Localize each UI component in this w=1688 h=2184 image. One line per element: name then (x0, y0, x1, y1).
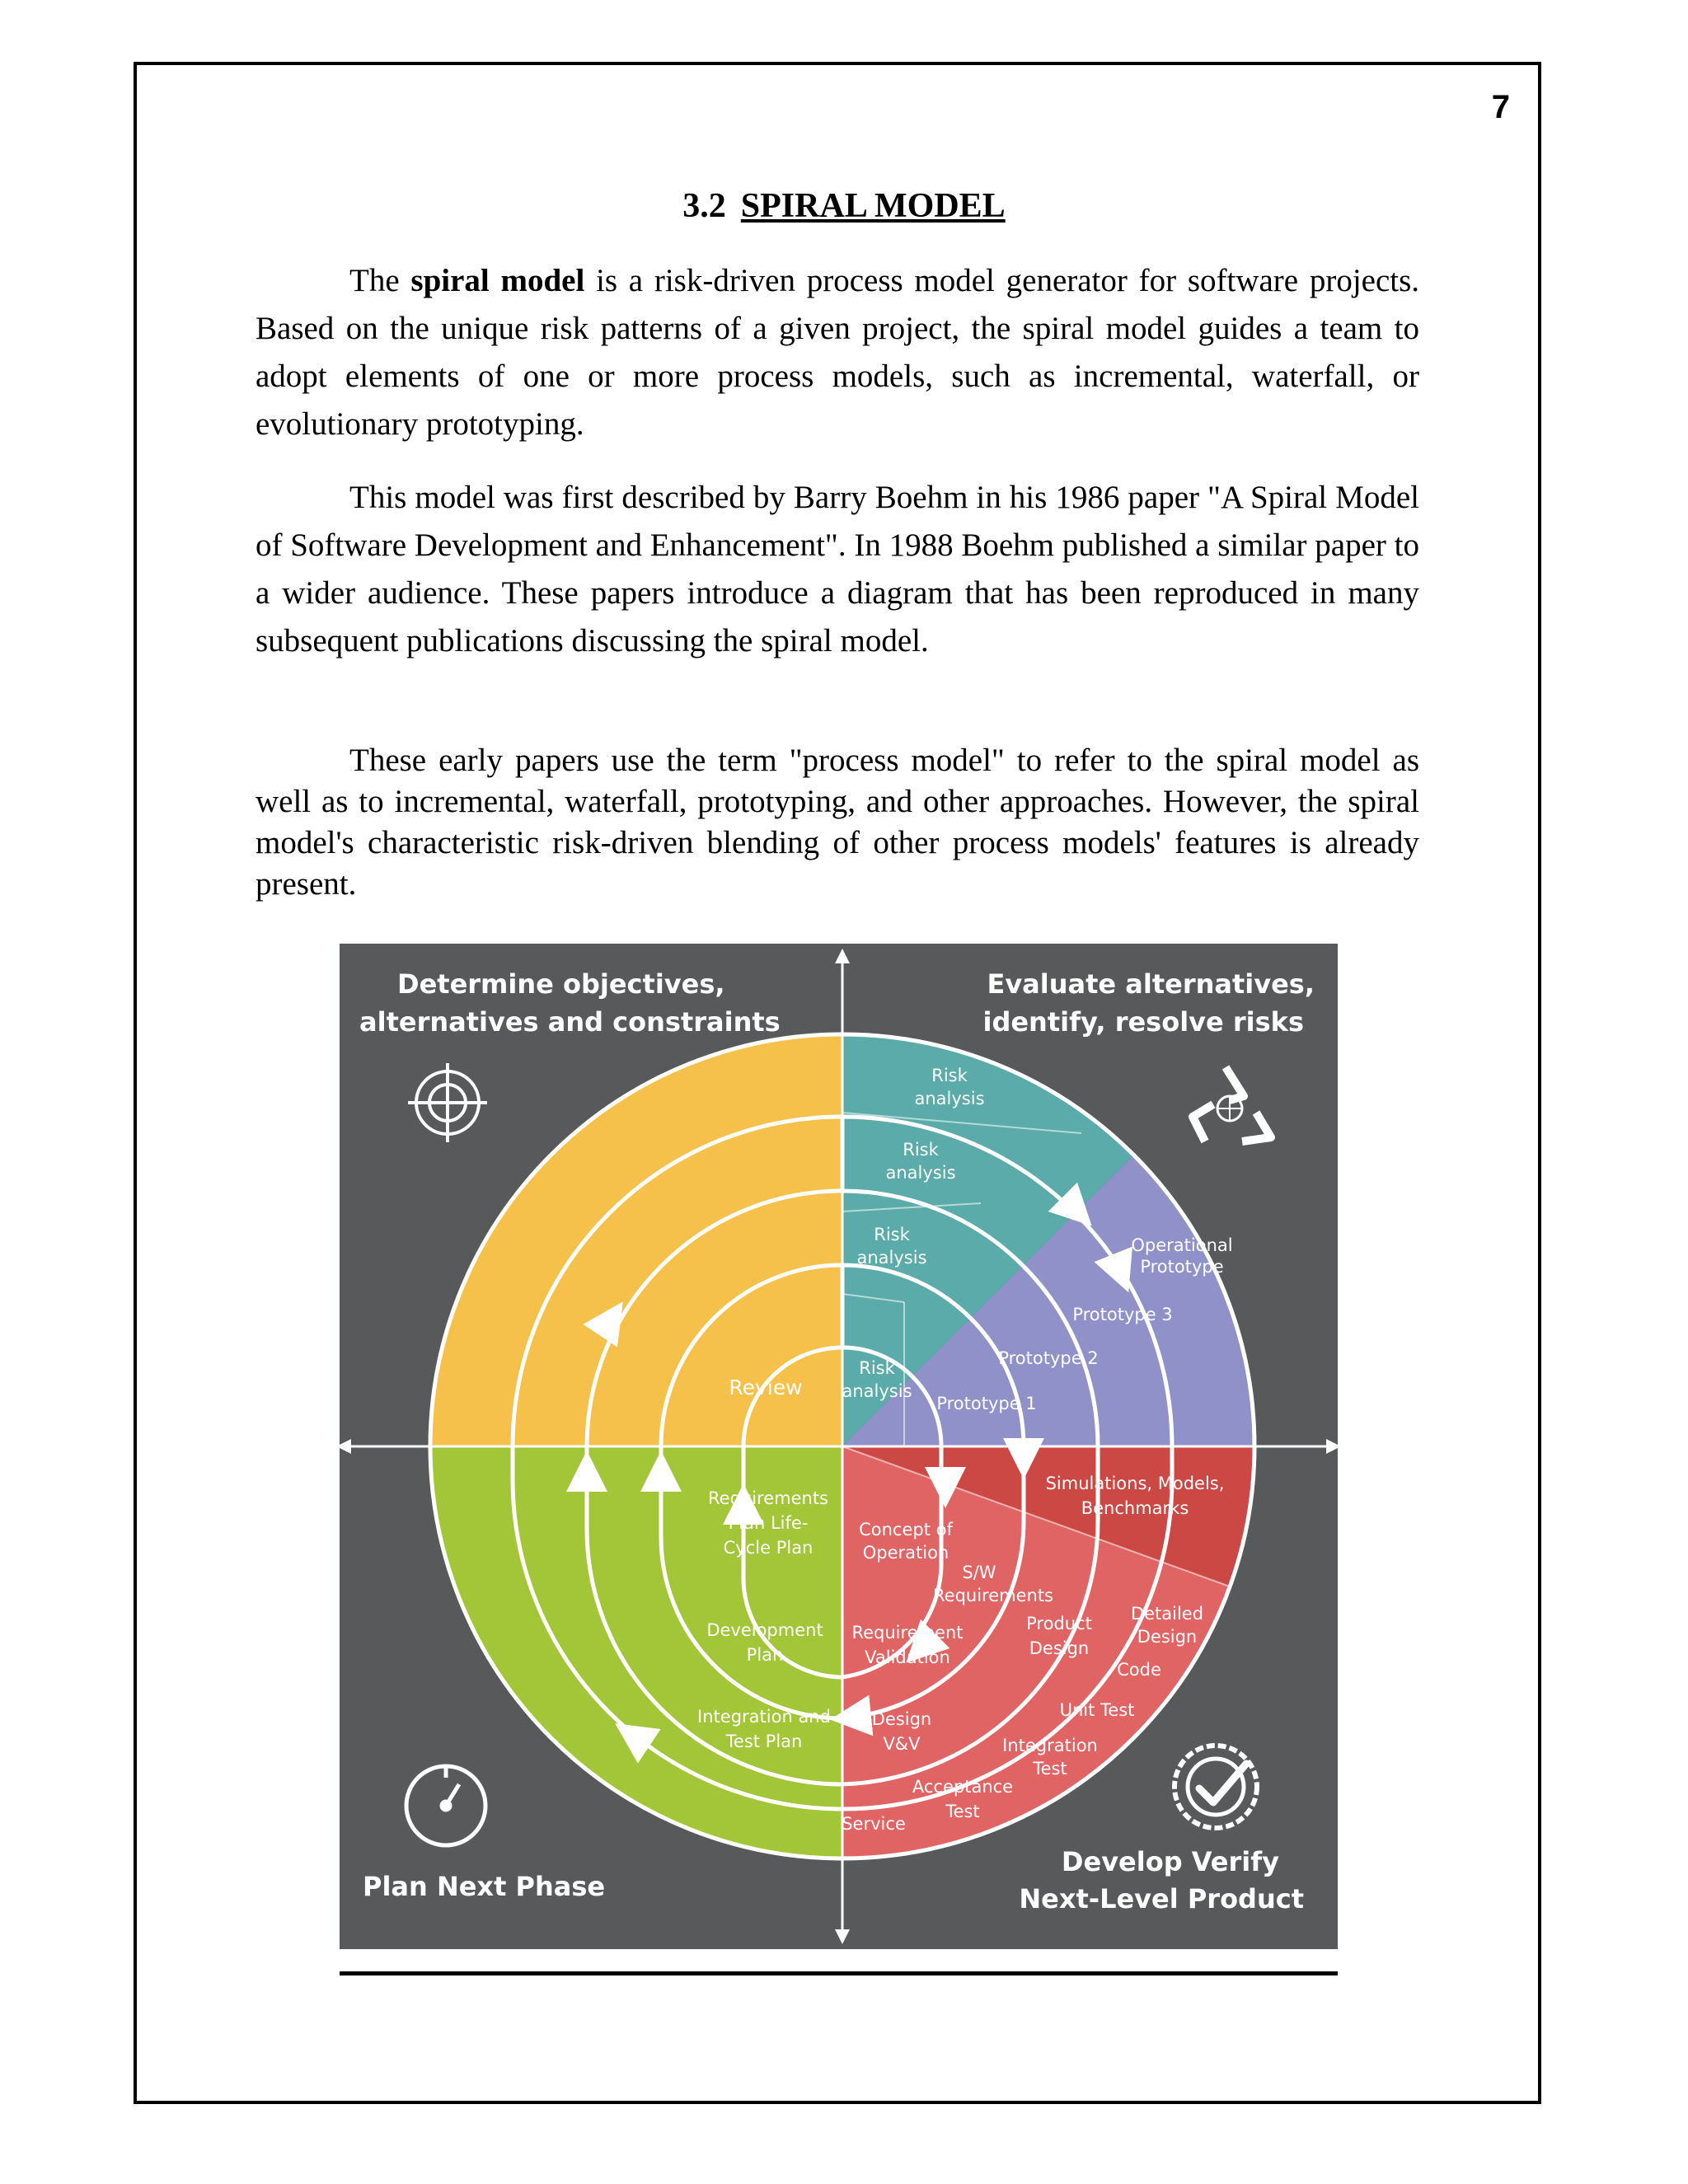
operational-prototype-label: Operational Prototype (1131, 1235, 1233, 1277)
development-plan-label: Development Plan (706, 1620, 823, 1665)
paragraph-intro (256, 257, 1419, 448)
paragraph-history-text: This model was first described by Barry Boehm in his 1986 paper "A Spiral Model of Software Development and Enhancement". In 1988 Boehm published a similar paper to a wider audience. These papers introduce a diagram that has been reproduced in many subsequent publications discussing the spiral model. (256, 480, 1419, 658)
risk-analysis-outer: Risk analysis (914, 1066, 985, 1108)
plan-next-phase-heading: Plan Next Phase (363, 1871, 606, 1902)
evaluate-heading-line1: Evaluate alternatives, (987, 968, 1315, 1000)
concept-of-operation-label: Concept of Operation (859, 1520, 953, 1563)
page-number: 7 (1491, 89, 1510, 125)
evaluate-heading-line2: identify, resolve risks (982, 1006, 1304, 1038)
product-design-label: Product Design (1026, 1614, 1092, 1658)
objectives-heading-line1: Determine objectives, (397, 968, 725, 1000)
acceptance-test-label: Acceptance Test (912, 1777, 1014, 1821)
bottom-rule (340, 1971, 1338, 1975)
code-label: Code (1117, 1660, 1161, 1680)
review-label: Review (729, 1376, 803, 1399)
term-spiral-model: spiral model (410, 263, 585, 298)
spiral-model-diagram (340, 944, 1338, 1949)
design-vv-label: Design V&V (871, 1709, 932, 1754)
section-title: SPIRAL MODEL (740, 187, 1006, 225)
integration-test-label: Integration Test (1002, 1736, 1098, 1779)
requirements-plan-label: Requirements Plan Life-Cycle Plan (708, 1488, 828, 1558)
section-heading (0, 186, 1688, 226)
section-number: 3.2 (682, 187, 726, 225)
risk-analysis-second: Risk analysis (856, 1225, 927, 1268)
develop-heading-line2: Next-Level Product (1019, 1883, 1304, 1915)
paragraph-history (256, 474, 1419, 665)
risk-analysis-third: Risk analysis (885, 1140, 956, 1183)
unit-test-label: Unit Test (1059, 1700, 1135, 1720)
prototype-2-label: Prototype 2 (998, 1348, 1099, 1368)
simulations-label: Simulations, Models, Benchmarks (1045, 1474, 1225, 1518)
service-label: Service (842, 1814, 906, 1834)
sw-requirements-label: S/W Requirements (933, 1563, 1053, 1605)
develop-heading-line1: Develop Verify (1061, 1846, 1279, 1877)
paragraph-process-model-text: These early papers use the term "process model" to refer to the spiral model as well as to incremental, waterfall, prototyping, and other approaches. However, the spiral model's characteristic risk-driven blending of other process models' features is already present. (256, 743, 1419, 902)
paragraph-process-model (256, 740, 1419, 905)
risk-analysis-inner: Risk analysis (842, 1358, 912, 1401)
paragraph-intro-start: The (349, 263, 400, 298)
objectives-heading-line2: alternatives and constraints (359, 1006, 781, 1038)
prototype-3-label: Prototype 3 (1072, 1305, 1173, 1324)
detailed-design-label: Detailed Design (1130, 1604, 1204, 1647)
paragraph-intro-rest: is a risk-driven process model generator for software projects. Based on the unique risk patterns of a given project, the spiral model guides a team to adopt elements of one or more process models, such as incremental, waterfall, or evolutionary prototyping. (256, 263, 1420, 442)
prototype-1-label: Prototype 1 (936, 1394, 1037, 1413)
requirement-validation-label: Requirement Validation (851, 1623, 964, 1667)
integration-test-plan-label: Integration and Test Plan (697, 1707, 831, 1751)
